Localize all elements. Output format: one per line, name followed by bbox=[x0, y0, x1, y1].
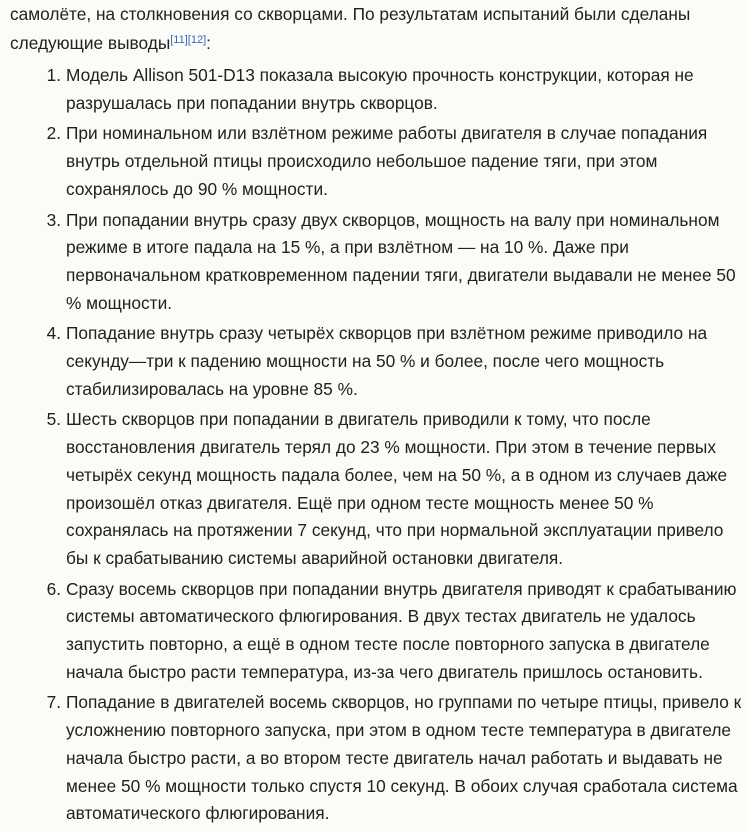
reference-11-link[interactable]: [11] bbox=[170, 34, 188, 46]
list-item-text: Сразу восемь скворцов при попадании внутрь двигателя приводят к срабатыванию системы автоматического флюгирования. В двух тестах двигатель не удалось запустить повторно, а ещё в одном тесте после повторного запуска в двигателе начала быстро расти температура, из-за чего двигатель пришлось остановить. bbox=[66, 578, 737, 682]
reference-12-link[interactable]: [12] bbox=[187, 34, 207, 46]
list-item bbox=[0, 689, 748, 828]
list-item bbox=[0, 62, 748, 117]
list-item-number: 1. bbox=[46, 65, 61, 85]
list-item-number: 6. bbox=[46, 578, 61, 599]
intro-line-1: самолёте, на столкновения со скворцами. По результатам испытаний были сделаны bbox=[10, 4, 691, 24]
list-item-text: Попадание в двигателей восемь скворцов, но группами по четыре птицы, привело к усложнению повторного запуска, при этом в одном тесте температура в двигателе начала быстро расти, а во втором тесте двигатель начал работать и выдавать не менее 50 % мощности только спустя 10 секунд. В обоих случая сработала система автоматического флюгирования. bbox=[66, 692, 742, 824]
intro-colon: : bbox=[206, 33, 211, 53]
intro-line-2: следующие выводы bbox=[10, 33, 171, 53]
list-item-text: При номинальном или взлётном режиме работы двигателя в случае попадания внутрь отдельной птицы происходило небольшое падение тяги, при этом сохранялось до 90 % мощности. bbox=[66, 123, 708, 199]
list-item bbox=[0, 576, 748, 687]
intro-paragraph bbox=[10, 0, 740, 58]
list-item-number: 2. bbox=[46, 123, 61, 144]
list-item-number: 3. bbox=[46, 209, 61, 230]
list-item-text: Шесть скворцов при попадании в двигатель приводили к тому, что после восстановления двигатель терял до 23 % мощности. При этом в течение первых четырёх секунд мощность падала более, чем на 50 %, а в одном из случаев даже произошёл отказ двигателя. Ещё при одном тесте мощность менее 50 % сохранялась на протяжении 7 секунд, что при нормальной эксплуатации привело бы к срабатыванию системы аварийной остановки двигателя. bbox=[66, 409, 728, 568]
list-item-number: 4. bbox=[46, 323, 61, 344]
conclusions-list bbox=[0, 62, 748, 831]
list-item-number: 7. bbox=[46, 692, 61, 713]
list-item bbox=[0, 120, 748, 203]
list-item bbox=[0, 406, 748, 572]
list-item-text: При попадании внутрь сразу двух скворцов, мощность на валу при номинальном режиме в итоге падала на 15 %, а при взлётном — на 10 %. Даже при первоначальном кратковременном падении тяги, двигатели выдавали не менее 50 % мощности. bbox=[66, 209, 736, 313]
list-item bbox=[0, 320, 748, 403]
list-item bbox=[0, 207, 748, 318]
list-item-text: Попадание внутрь сразу четырёх скворцов при взлётном режиме приводило на секунду—три к падению мощности на 50 % и более, после чего мощность стабилизировалась на уровне 85 %. bbox=[66, 323, 708, 399]
list-item-number: 5. bbox=[46, 409, 61, 430]
list-item-text: Модель Allison 501-D13 показала высокую прочность конструкции, которая не разрушалась при попадании внутрь скворцов. bbox=[66, 65, 694, 113]
